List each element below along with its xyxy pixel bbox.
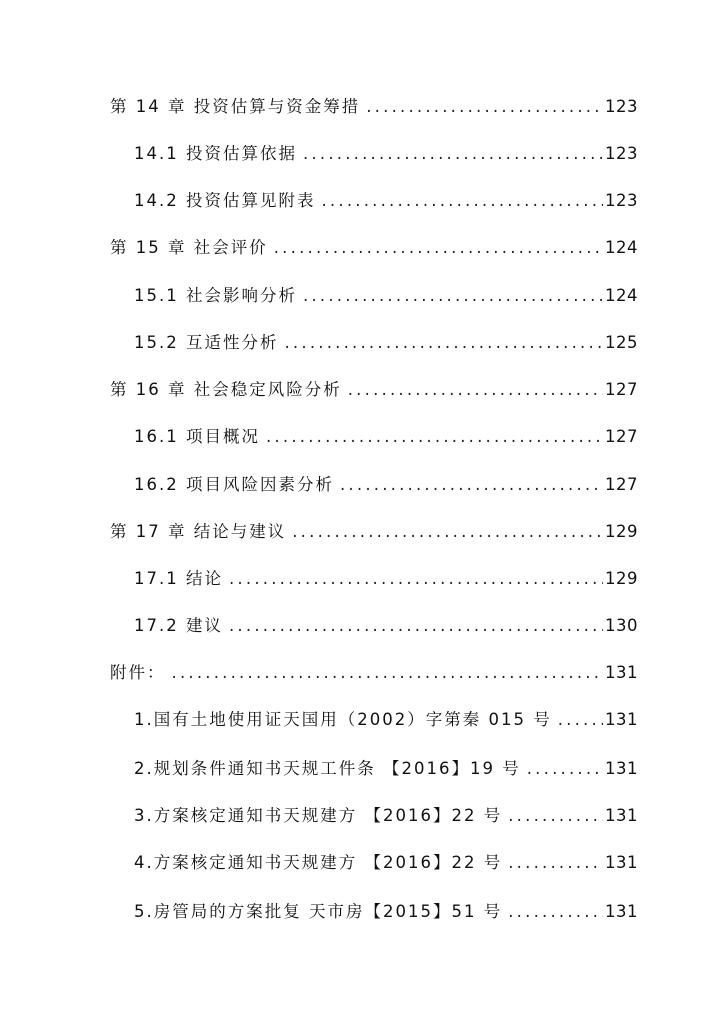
toc-entry-title: 第 17 章 结论与建议 [110, 522, 287, 541]
toc-entry-title: 2.规划条件通知书天规工件条 【2016】19 号 [134, 759, 521, 778]
toc-page-number: 131 [605, 853, 638, 872]
toc-entry-title: 14.2 投资估算见附表 [134, 191, 316, 210]
toc-dot-leader [321, 186, 603, 216]
toc-page-number: 127 [605, 475, 638, 494]
toc-page-number: 123 [605, 144, 638, 163]
toc-page-number: 127 [605, 380, 638, 399]
toc-page-number: 125 [605, 333, 638, 352]
toc-entry-chapter-16[interactable] [110, 375, 638, 405]
toc-page-number: 131 [605, 710, 638, 729]
toc-page-number: 131 [605, 806, 638, 825]
toc-dot-leader [229, 564, 603, 594]
toc-entry-chapter-14[interactable] [110, 92, 638, 122]
toc-page-number: 127 [605, 427, 638, 446]
toc-entry-title: 17.2 建议 [134, 616, 223, 635]
toc-page-number: 123 [605, 97, 638, 116]
toc-dot-leader [527, 754, 603, 784]
toc-page-number: 131 [605, 759, 638, 778]
toc-entry-attachment-1[interactable] [134, 705, 638, 735]
toc-page-number: 124 [605, 238, 638, 257]
toc-dot-leader [508, 801, 603, 831]
toc-entry-title: 16.2 项目风险因素分析 [134, 475, 334, 494]
toc-dot-leader [303, 139, 603, 169]
toc-entry-chapter-17[interactable] [110, 517, 638, 547]
toc-dot-leader [292, 517, 603, 547]
toc-entry-attachment-2[interactable] [134, 754, 638, 784]
toc-entry-14-1[interactable] [134, 139, 638, 169]
toc-entry-attachment-5[interactable] [134, 897, 638, 927]
toc-dot-leader [284, 328, 603, 358]
toc-entry-title: 1.国有土地使用证天国用（2002）字第秦 015 号 [134, 710, 552, 729]
toc-entry-16-2[interactable] [134, 470, 638, 500]
toc-entry-title: 16.1 项目概况 [134, 427, 260, 446]
toc-entry-attachment-3[interactable] [134, 801, 638, 831]
toc-entry-15-1[interactable] [134, 281, 638, 311]
toc-entry-title: 第 14 章 投资估算与资金筹措 [110, 97, 361, 116]
toc-entry-title: 4.方案核定通知书天规建方 【2016】22 号 [134, 853, 503, 872]
toc-page-number: 131 [605, 663, 638, 682]
toc-entry-title: 15.2 互适性分析 [134, 333, 279, 352]
toc-page-number: 129 [605, 522, 638, 541]
toc-entry-title: 附件： [110, 663, 166, 682]
toc-page-number: 129 [605, 569, 638, 588]
toc-dot-leader [340, 470, 603, 500]
toc-dot-leader [508, 897, 603, 927]
toc-dot-leader [303, 281, 603, 311]
toc-entry-16-1[interactable] [134, 422, 638, 452]
toc-entry-chapter-15[interactable] [110, 233, 638, 263]
toc-entry-appendix[interactable] [110, 658, 638, 688]
toc-entry-attachment-4[interactable] [134, 848, 638, 878]
toc-page-number: 124 [605, 286, 638, 305]
toc-dot-leader [508, 848, 603, 878]
toc-dot-leader [229, 611, 603, 641]
toc-dot-leader [172, 658, 604, 688]
toc-entry-17-2[interactable] [134, 611, 638, 641]
toc-entry-17-1[interactable] [134, 564, 638, 594]
toc-dot-leader [274, 233, 603, 263]
toc-entry-title: 3.方案核定通知书天规建方 【2016】22 号 [134, 806, 503, 825]
toc-entry-title: 14.1 投资估算依据 [134, 144, 297, 163]
toc-entry-title: 5.房管局的方案批复 天市房【2015】51 号 [134, 902, 503, 921]
toc-entry-title: 第 15 章 社会评价 [110, 238, 268, 257]
toc-page-number: 123 [605, 191, 638, 210]
toc-page-number: 131 [605, 902, 638, 921]
toc-page-number: 130 [605, 616, 638, 635]
toc-entry-15-2[interactable] [134, 328, 638, 358]
toc-entry-title: 第 16 章 社会稳定风险分析 [110, 380, 342, 399]
toc-dot-leader [366, 92, 603, 122]
toc-entry-title: 15.1 社会影响分析 [134, 286, 297, 305]
toc-dot-leader [348, 375, 603, 405]
toc-entry-title: 17.1 结论 [134, 569, 223, 588]
toc-entry-14-2[interactable] [134, 186, 638, 216]
toc-dot-leader [266, 422, 603, 452]
toc-dot-leader [558, 705, 603, 735]
